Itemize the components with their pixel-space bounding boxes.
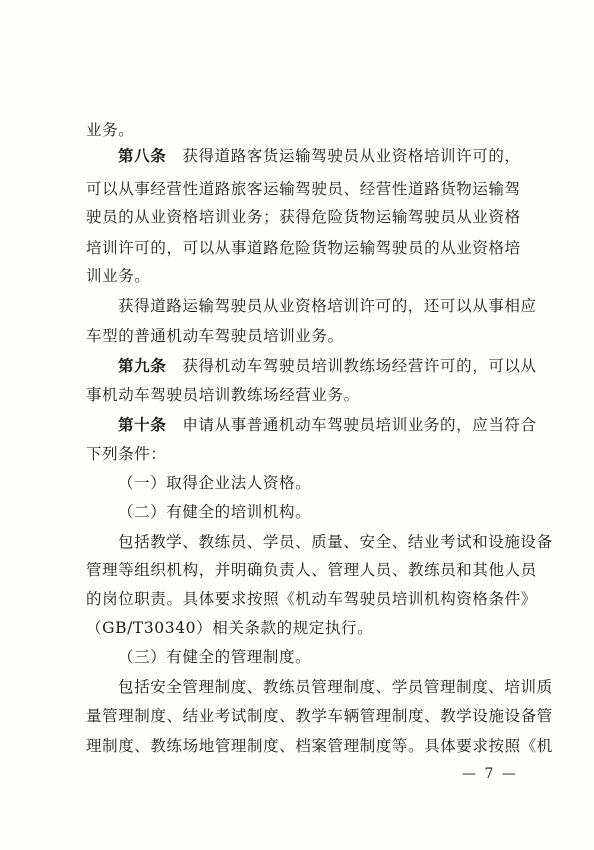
line-text: （二）有健全的培训机构。	[118, 503, 312, 521]
line-text: 获得机动车驾驶员培训教练场经营许可的，可以从	[166, 357, 537, 375]
text-line	[86, 326, 344, 346]
line-text: 培训许可的，可以从事道路危险货物运输驾驶员的从业资格培	[86, 239, 521, 257]
text-line	[118, 473, 311, 493]
text-line	[86, 120, 134, 140]
text-line	[86, 266, 150, 286]
article-heading: 第八条	[118, 146, 167, 165]
text-line	[118, 502, 311, 522]
line-text: 获得道路客货运输驾驶员从业资格培训许可的，	[166, 147, 521, 165]
article-heading: 第九条	[118, 356, 167, 375]
line-text: 获得道路运输驾驶员从业资格培训许可的，还可以从事相应	[118, 297, 537, 315]
text-line	[86, 706, 553, 726]
text-line	[118, 647, 311, 667]
text-line	[118, 677, 553, 697]
line-text: 事机动车驾驶员培训教练场经营业务。	[86, 386, 360, 404]
line-text: 申请从事普通机动车驾驶员培训业务的，应当符合	[166, 416, 537, 434]
line-text: 的岗位职责。具体要求按照《机动车驾驶员培训机构资格条件》	[86, 590, 537, 608]
line-text: 管理等组织机构，并明确负责人、管理人员、教练员和其他人员	[86, 561, 537, 579]
text-line	[86, 179, 521, 199]
article-heading: 第十条	[118, 415, 167, 434]
line-text: 理制度、教练场地管理制度、档案管理制度等。具体要求按照《机	[86, 737, 553, 755]
text-line	[86, 207, 521, 227]
text-line	[118, 146, 521, 166]
text-line	[86, 444, 167, 464]
line-text: 业务。	[86, 121, 135, 139]
text-line	[118, 296, 537, 316]
text-line	[86, 560, 537, 580]
line-text: 训业务。	[86, 267, 151, 285]
page-number: — 7 —	[462, 766, 518, 782]
text-line	[86, 238, 521, 258]
line-text: 可以从事经营性道路旅客运输驾驶员、经营性道路货物运输驾	[86, 180, 521, 198]
text-line	[86, 736, 553, 756]
line-text: 驶员的从业资格培训业务；获得危险货物运输驾驶员从业资格	[86, 208, 521, 226]
line-text: 量管理制度、结业考试制度、教学车辆管理制度、教学设施设备管	[86, 707, 553, 725]
text-line	[118, 415, 537, 435]
text-line	[118, 356, 537, 376]
line-text: 包括安全管理制度、教练员管理制度、学员管理制度、培训质	[118, 678, 553, 696]
line-text: （三）有健全的管理制度。	[118, 648, 312, 666]
text-line	[86, 385, 360, 405]
text-line	[118, 532, 553, 552]
line-text: （GB/T30340）相关条款的规定执行。	[86, 619, 374, 637]
line-text: （一）取得企业法人资格。	[118, 474, 312, 492]
line-text: 车型的普通机动车驾驶员培训业务。	[86, 327, 344, 345]
line-text: 下列条件：	[86, 445, 167, 463]
line-text: 包括教学、教练员、学员、质量、安全、结业考试和设施设备	[118, 533, 553, 551]
text-line	[86, 589, 537, 609]
text-line	[86, 618, 373, 638]
